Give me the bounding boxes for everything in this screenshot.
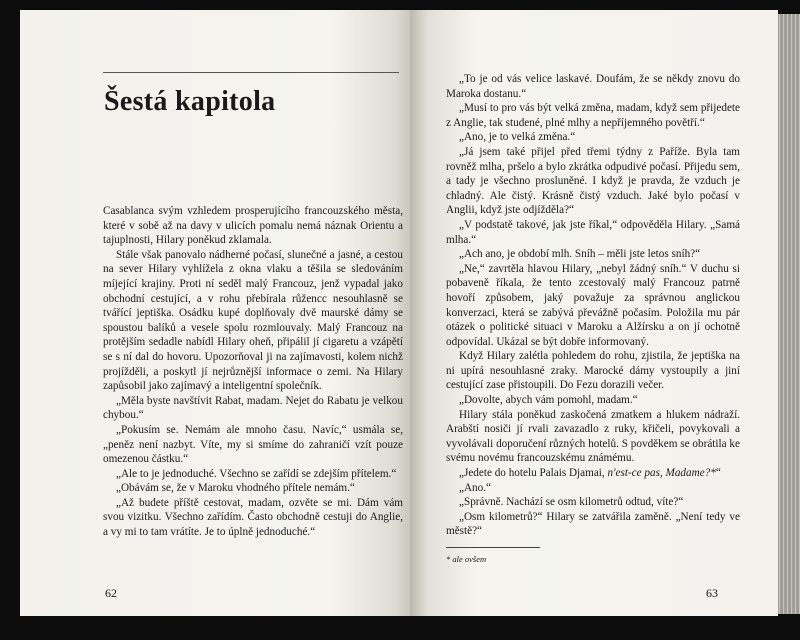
chapter-rule bbox=[103, 72, 399, 73]
paragraph: „Musí to pro vás být velká změna, madam, když sem přijedete z Anglie, tak studené, plné mlhy a nepříjemného povětří.“ bbox=[446, 102, 740, 129]
paragraph: „Dovolte, abych vám pomohl, madam.“ bbox=[459, 394, 638, 407]
paragraph-text: „Jedete do hotelu Palais Djamai, bbox=[459, 467, 608, 480]
paragraph: „Obávám se, že v Maroku vhodného přítele nemám.“ bbox=[116, 482, 355, 495]
paragraph: „Správně. Nachází se osm kilometrů odtud, víte?“ bbox=[459, 496, 684, 509]
paragraph: „Až budete příště cestovat, madam, ozvěte se mi. Dám vám svou vizitku. Všechno zařídím. Často obchodně cestuji do Anglie, a vy mi to tam vrátíte. Je to úplně jednoduché.“ bbox=[103, 496, 403, 539]
paragraph: „Ach ano, je období mlh. Sníh – měli jste letos sníh?“ bbox=[459, 248, 701, 261]
paragraph: „Pokusím se. Nemám ale mnoho času. Navíc,“ usmála se, „peněz není nazbyt. Víte, my si smíme do zahraničí vzít pouze omezenou částku.“ bbox=[103, 423, 403, 466]
paragraph: „To je od vás velice laskavé. Doufám, že se někdy znovu do Maroka dostanu.“ bbox=[446, 73, 740, 100]
page-edges bbox=[778, 14, 800, 614]
paragraph: „Ano, je to velká změna.“ bbox=[459, 131, 576, 144]
footnote: * ale ovšem bbox=[446, 554, 487, 564]
paragraph: „Osm kilometrů?“ Hilary se zatvářila zaměně. „Není tedy ve městě?“ bbox=[446, 510, 740, 538]
footnote-rule bbox=[446, 547, 540, 548]
paragraph: Když Hilary zalétla pohledem do rohu, zjistila, že jeptiška na ni upírá nesouhlasné zraky. Marocké dámy vystoupily a jiní cestující zase přistoupili. Do Fezu dorazili večer. bbox=[446, 350, 740, 392]
french-phrase: n'est-ce pas, Madame?* bbox=[607, 467, 716, 480]
paragraph: Hilary stála poněkud zaskočená zmatkem a hlukem nádraží. Arabští nosiči jí rvali zavazadlo z ruky, křičeli, povykovali a vyvolávali doporučení různých hotelů. S povděkem se obrátila ke svému novému francouzskému známému. bbox=[446, 408, 740, 465]
right-page-text bbox=[446, 72, 740, 539]
open-book bbox=[20, 10, 796, 628]
closing-quote: “ bbox=[715, 467, 721, 480]
paragraph: „Ne,“ zavrtěla hlavou Hilary, „nebyl žádný sníh.“ V duchu si pobaveně říkala, že tento zcestovalý malý Francouz patrně hovoří způsobem, jaký považuje za správnou anglickou konverzaci, která se zabývá převážně počasím. Položila mu pár otázek o politické situaci v Maroku a Alžírsku a on jí ochotně odpovídal. Ukázal se být dobře informovaný. bbox=[446, 262, 740, 348]
paragraph: „Ano.“ bbox=[459, 481, 491, 494]
chapter-title: Šestá kapitola bbox=[104, 86, 276, 117]
page-number: 63 bbox=[706, 586, 718, 600]
left-page bbox=[20, 10, 410, 616]
paragraph: „Měla byste navštívit Rabat, madam. Nejet do Rabatu je velkou chybou.“ bbox=[103, 394, 403, 422]
left-page-text bbox=[103, 204, 403, 540]
paragraph: Casablanca svým vzhledem prosperujícího francouzského města, které v sobě až na davy v ulicích pomalu nemá náznak Orientu a tajuplnosti, Hilary poněkud zklamala. bbox=[103, 205, 403, 247]
paragraph: „Ale to je jednoduché. Všechno se zařídí se zdejším přítelem.“ bbox=[116, 467, 397, 480]
right-page bbox=[410, 10, 778, 616]
paragraph: „Já jsem také přijel před třemi týdny z Paříže. Byla tam rovněž mlha, pršelo a bylo zkrátka odpudivé počasí. Přijedu sem, a tady je všechno prosluněné. I když je pravda, že vzduch je chladný. Ale čistý. Krásně čistý vzduch. Jaké bylo počasí v Anglii, když jste odjížděla?“ bbox=[446, 145, 740, 217]
paragraph: „V podstatě takové, jak jste říkal,“ odpověděla Hilary. „Samá mlha.“ bbox=[446, 218, 740, 246]
page-number: 62 bbox=[105, 586, 117, 600]
paragraph bbox=[446, 466, 740, 481]
paragraph: Stále však panovalo nádherné počasí, slunečné a jasné, a cestou na sever Hilary vyhlížela z okna vlaku a těšila se sledováním míjející krajiny. Proti ní seděl malý Francouz, jenž vypadal jako obchodní cestující, a v rohu přebírala růžencc nesouhlasně se tvářící jeptiška. Osádku kupé doplňovaly dvě maurské dámy se spoustou balíků a vesele spolu rozmlouvaly. Malý Francouz na protějším sedadle nabídl Hilary oheň, připálil jí cigaretu a vzápětí se s ní dal do hovoru. Upozorňoval ji na zajímavosti, kolem nichž projížděli, a poskytl jí nejrůznější informace o zemi. Na Hilary zapůsobil jako zajímavý a inteligentní společník. bbox=[103, 248, 403, 393]
